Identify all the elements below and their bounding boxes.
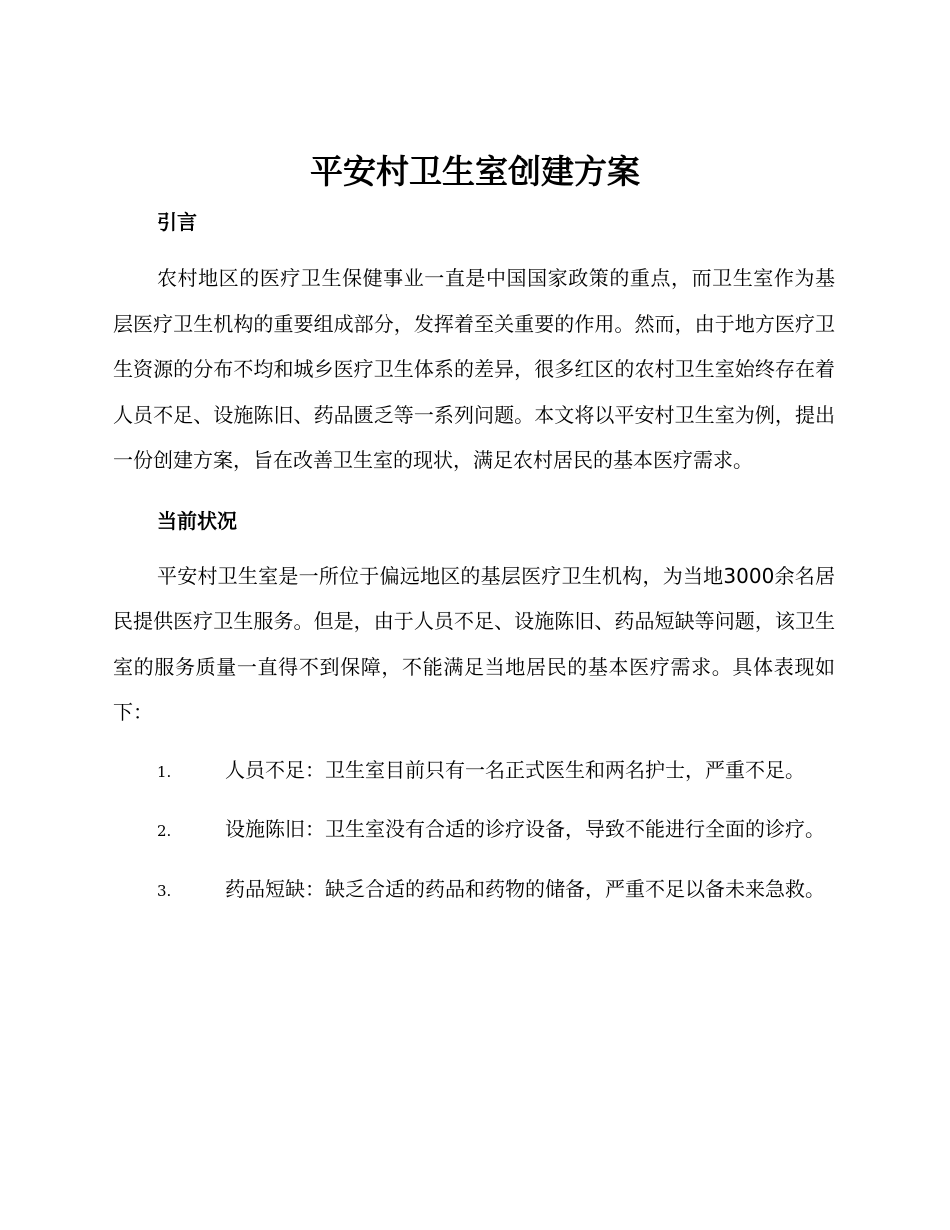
introduction-paragraph: 农村地区的医疗卫生保健事业一直是中国国家政策的重点，而卫生室作为基层医疗卫生机构的重要组成部分，发挥着至关重要的作用。然而，由于地方医疗卫生资源的分布不均和城乡医疗卫生体系的差异，很多红区的农村卫生室始终存在着人员不足、设施陈旧、药品匮乏等一系列问题。本文将以平安村卫生室为例，提出一份创建方案，旨在改善卫生室的现状，满足农村居民的基本医疗需求。 [113,266,835,472]
list-item-outdated-facilities [113,807,835,855]
list-item-text: 药品短缺：缺乏合适的药品和药物的储备，严重不足以备未来急救。 [225,876,825,901]
list-item-number: 1. [157,762,172,781]
current-status-paragraph: 平安村卫生室是一所位于偏远地区的基层医疗卫生机构，为当地3000余名居民提供医疗卫生服务。但是，由于人员不足、设施陈旧、药品短缺等问题，该卫生室的服务质量一直得不到保障，不能满足当地居民的基本医疗需求。具体表现如下： [113,563,835,724]
document-title: 平安村卫生室创建方案 [310,152,640,191]
list-item-drug-shortage [113,867,835,915]
list-item-text: 设施陈旧：卫生室没有合适的诊疗设备，导致不能进行全面的诊疗。 [225,817,825,841]
list-item-text: 人员不足：卫生室目前只有一名正式医生和两名护士，严重不足。 [225,757,805,782]
section-heading-current-status: 当前状况 [157,508,237,533]
section-heading-introduction: 引言 [157,210,197,234]
list-item-number: 2. [157,822,172,840]
list-item-staff-shortage [113,748,835,796]
list-item-number: 3. [157,881,172,900]
document-body [113,203,835,914]
